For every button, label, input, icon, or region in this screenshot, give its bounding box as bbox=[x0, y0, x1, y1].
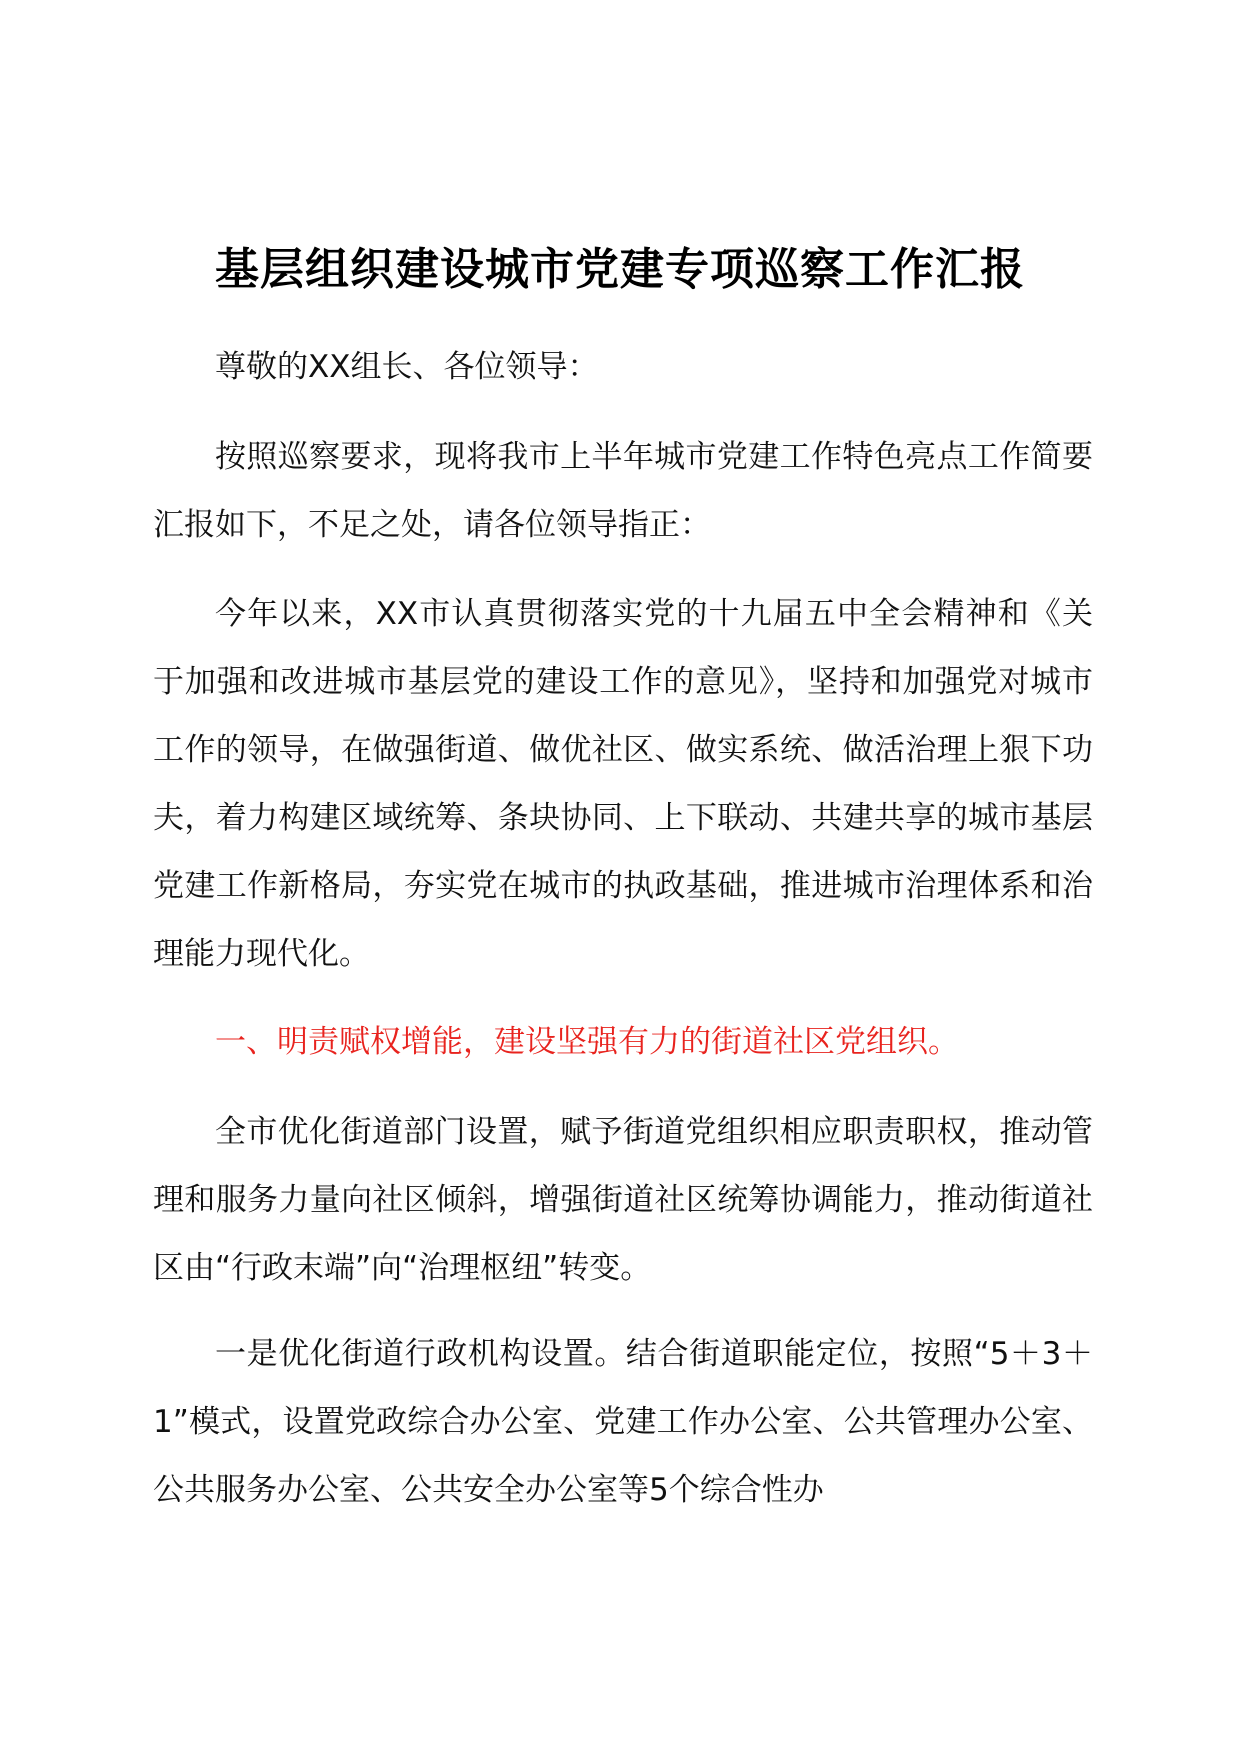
salutation-paragraph: 尊敬的XX组长、各位领导： bbox=[215, 349, 599, 385]
intro-paragraph: 按照巡察要求，现将我市上半年城市党建工作特色亮点工作简要汇报如下，不足之处，请各位领导指正： bbox=[153, 439, 1093, 543]
document-title: 基层组织建设城市党建专项巡察工作汇报 bbox=[215, 244, 1025, 295]
body-paragraph-2: 全市优化街道部门设置，赋予街道党组织相应职责职权，推动管理和服务力量向社区倾斜，增强街道社区统筹协调能力，推动街道社区由“行政末端”向“治理枢纽”转变。 bbox=[153, 1114, 1093, 1286]
body-paragraph-1: 今年以来，XX市认真贯彻落实党的十九届五中全会精神和《关于加强和改进城市基层党的建设工作的意见》，坚持和加强党对城市工作的领导，在做强街道、做优社区、做实系统、做活治理上狠下功夫，着力构建区域统筹、条块协同、上下联动、共建共享的城市基层党建工作新格局，夯实党在城市的执政基础，推进城市治理体系和治理能力现代化。 bbox=[153, 596, 1093, 972]
body-paragraph-3: 一是优化街道行政机构设置。结合街道职能定位，按照“5＋3＋1”模式，设置党政综合办公室、党建工作办公室、公共管理办公室、公共服务办公室、公共安全办公室等5个综合性办 bbox=[153, 1336, 1093, 1508]
section-heading-1: 一、明责赋权增能，建设坚强有力的街道社区党组织。 bbox=[215, 1024, 959, 1060]
